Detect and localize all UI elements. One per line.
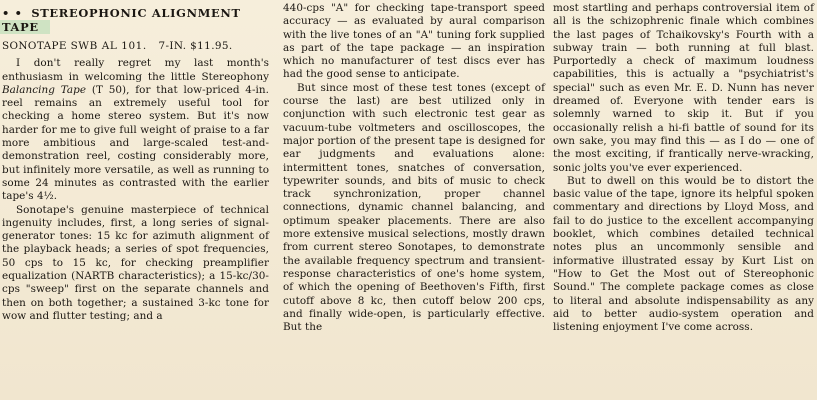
headline-bullets: • •: [2, 6, 23, 20]
product-brand: SONOTAPE: [2, 40, 67, 52]
headline-main: STEREOPHONIC ALIGNMENT: [31, 6, 241, 20]
article-headline: [2, 6, 269, 34]
product-price: $11.95.: [190, 40, 233, 52]
paragraph: most startling and perhaps controversial item of all is the schizophrenic finale which combines the last pages of Tchaikovsky's Fourth with a subway train — both running at full blast. Purportedly a check of maximum loudness capabilities, this is actually a "psychiatrist's special" such as even Mr. E. D. Nunn has never dreamed of. Everyone with tender ears is solemnly warned to skip it. But if you occasionally relish a hi-fi battle of sound for its own sake, you may find this — as I do — one of the most exciting, if frantically nerve-wracking, sonic jolts you've ever experienced.: [553, 2, 814, 174]
italic-title: Balancing Tape: [2, 83, 87, 96]
paragraph: I don't really regret my last month's enthusiasm in welcoming the little Stereophony Balancing Tape (T 50), for that low-priced 4-in. reel remains an extremely useful tool for checking a home stereo system. But it's now harder for me to give full weight of praise to a far more ambitious and large-scaled test-and-demonstration reel, costing considerably more, but infinitely more versatile, as well as running to some 24 minutes as contrasted with the earlier tape's 4½.: [2, 57, 269, 203]
headline-tail: TAPE: [0, 20, 50, 34]
column-2: [283, 2, 545, 334]
product-reel: 7-IN.: [158, 40, 187, 52]
paragraph: But to dwell on this would be to distort the basic value of the tape, ignore its helpful spoken commentary and directions by Lloyd Moss, and fail to do justice to the excellent accompanying booklet, which combines detailed technical notes plus an uncommonly sensible and informative illustrated essay by Kurt List on "How to Get the Most out of Stereophonic Sound." The complete package comes as close to literal and absolute indispensability as any aid to better audio-system operation and listening enjoyment I've come across.: [553, 174, 814, 334]
paragraph: 440-cps "A" for checking tape-transport speed accuracy — as evaluated by aural comparison with the live tones of an "A" tuning fork supplied as part of the tape package — an inspiration which no manufacturer of test discs ever has had the good sense to anticipate.: [283, 2, 545, 81]
product-model: SWB AL 101.: [70, 40, 147, 52]
product-line: [2, 40, 269, 53]
column-1: [2, 2, 269, 323]
paragraph: But since most of these test tones (except of course the last) are best utilized only in conjunction with such electronic test gear as vacuum-tube voltmeters and oscilloscopes, the major portion of the present tape is designed for ear judgments and evaluations alone: intermittent tones, snatches of conversation, typewriter sounds, and bits of music to check track synchronization, proper channel connections, dynamic channel balancing, and optimum speaker placements. There are also more extensive musical selections, mostly drawn from current stereo Sonotapes, to demonstrate the available frequency spectrum and transient-response characteristics of one's home system, of which the opening of Beethoven's Fifth, first cutoff above 8 kc, then cutoff below 200 cps, and finally wide-open, is particularly effective. But the: [283, 81, 545, 334]
paragraph: Sonotape's genuine masterpiece of technical ingenuity includes, first, a long series of signal-generator tones: 15 kc for azimuth alignment of the playback heads; a series of spot frequencies, 50 cps to 15 kc, for checking preamplifier equalization (NARTB characteristics); a 15-kc/30-cps "sweep" first on the separate channels and then on both together; a sustained 3-kc tone for wow and flutter testing; and a: [2, 203, 269, 322]
column-3: [553, 2, 814, 334]
